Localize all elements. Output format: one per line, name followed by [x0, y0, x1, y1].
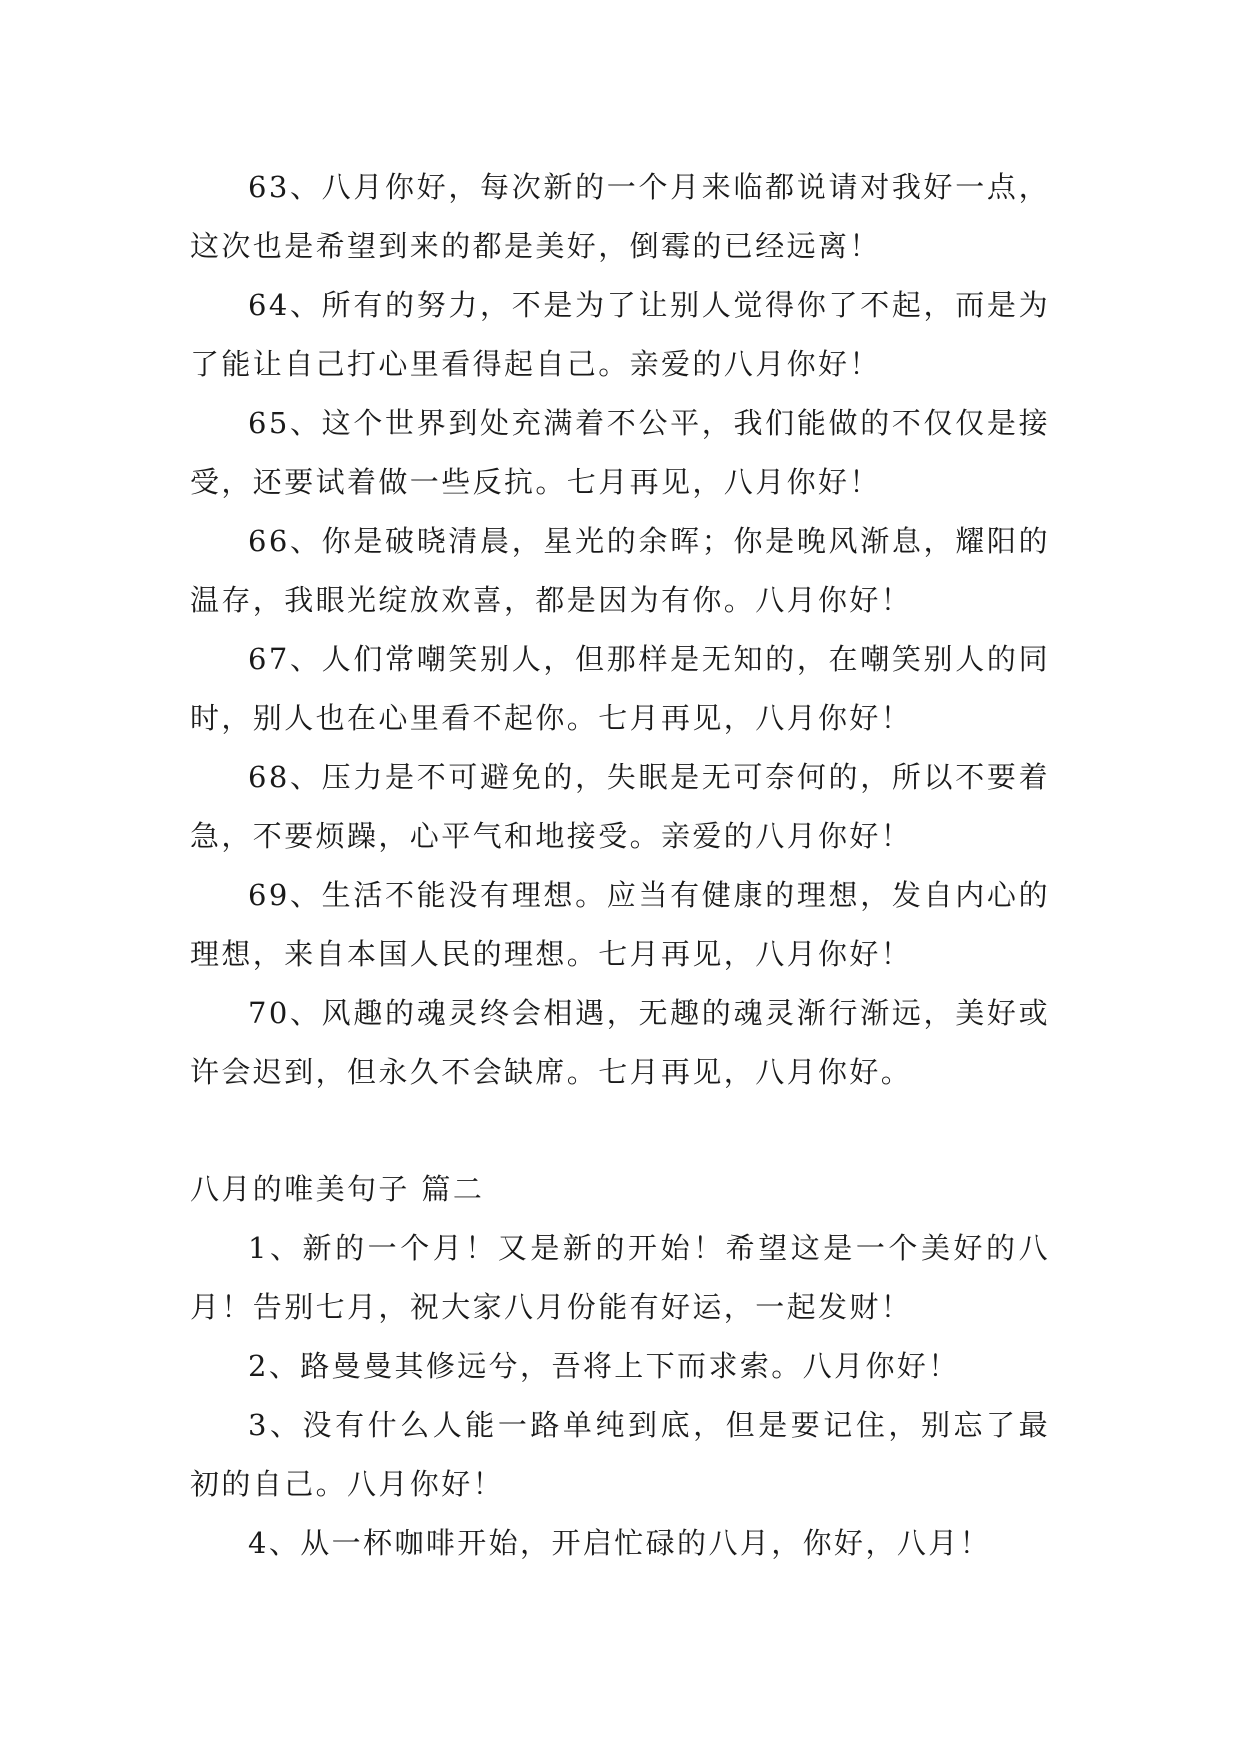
paragraph-1: 1、新的一个月！又是新的开始！希望这是一个美好的八月！告别七月，祝大家八月份能有好运，一起发财！	[190, 1231, 1050, 1324]
paragraph-68: 68、压力是不可避免的，失眠是无可奈何的，所以不要着急，不要烦躁，心平气和地接受。亲爱的八月你好！	[190, 760, 1050, 853]
paragraph-65: 65、这个世界到处充满着不公平，我们能做的不仅仅是接受，还要试着做一些反抗。七月再见，八月你好！	[190, 406, 1050, 499]
section-heading: 八月的唯美句子 篇二	[190, 1172, 485, 1206]
paragraph-70: 70、风趣的魂灵终会相遇，无趣的魂灵渐行渐远，美好或许会迟到，但永久不会缺席。七月再见，八月你好。	[190, 996, 1050, 1089]
paragraph-66: 66、你是破晓清晨，星光的余晖；你是晚风渐息，耀阳的温存，我眼光绽放欢喜，都是因为有你。八月你好！	[190, 524, 1050, 617]
paragraph-4: 4、从一杯咖啡开始，开启忙碌的八月，你好，八月！	[248, 1526, 992, 1560]
document-body	[190, 158, 1050, 1573]
paragraph-3: 3、没有什么人能一路单纯到底，但是要记住，别忘了最初的自己。八月你好！	[190, 1408, 1050, 1501]
paragraph-64: 64、所有的努力，不是为了让别人觉得你了不起，而是为了能让自己打心里看得起自己。亲爱的八月你好！	[190, 288, 1050, 381]
paragraph-2: 2、路曼曼其修远兮，吾将上下而求索。八月你好！	[248, 1349, 960, 1383]
paragraph-67: 67、人们常嘲笑别人，但那样是无知的，在嘲笑别人的同时，别人也在心里看不起你。七月再见，八月你好！	[190, 642, 1050, 735]
paragraph-63: 63、八月你好，每次新的一个月来临都说请对我好一点，这次也是希望到来的都是美好，倒霉的已经远离！	[190, 170, 1050, 263]
paragraph-69: 69、生活不能没有理想。应当有健康的理想，发自内心的理想，来自本国人民的理想。七月再见，八月你好！	[190, 878, 1050, 971]
